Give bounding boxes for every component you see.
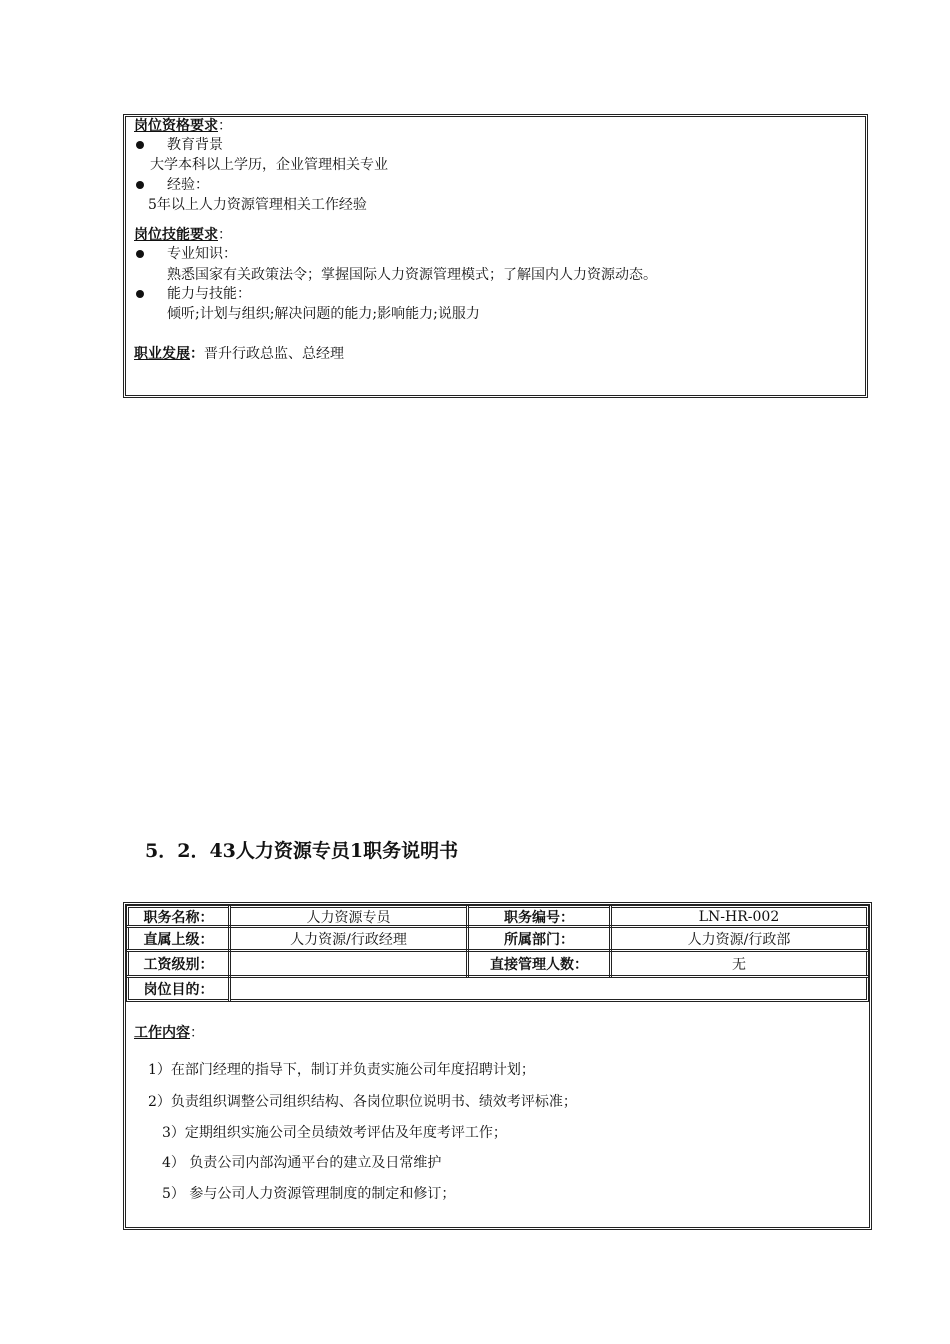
bullet-icon [136, 290, 144, 298]
ability-text: 倾听;计划与组织;解决问题的能力;影响能力;说服力 [167, 306, 480, 322]
qualification-title: 岗位资格要求： [134, 118, 232, 134]
job-code-value: LN-HR-002 [609, 905, 869, 928]
knowledge-text: 熟悉国家有关政策法令；掌握国际人力资源管理模式；了解国内人力资源动态。 [167, 267, 657, 283]
salary-grade-value [228, 949, 469, 978]
department-value: 人力资源/行政部 [609, 925, 869, 952]
job-description-table [123, 902, 872, 1230]
job-title-label: 职务名称： [126, 905, 231, 928]
supervisor-value: 人力资源/行政经理 [228, 925, 469, 952]
education-label: 教育背景 [167, 137, 223, 153]
experience-text: 5年以上人力资源管理相关工作经验 [148, 197, 367, 213]
work-item: 3）定期组织实施公司全员绩效考评估及年度考评工作； [162, 1125, 507, 1141]
work-content-title: 工作内容： [134, 1025, 204, 1041]
work-item: 1）在部门经理的指导下，制订并负责实施公司年度招聘计划； [148, 1062, 535, 1078]
experience-label: 经验： [167, 177, 209, 193]
work-item: 4） 负责公司内部沟通平台的建立及日常维护 [162, 1155, 442, 1171]
direct-reports-label: 直接管理人数： [466, 949, 612, 978]
section-heading: 5．2．43人力资源专员1职务说明书 [145, 840, 459, 862]
salary-grade-label: 工资级别： [126, 949, 231, 978]
skills-title: 岗位技能要求： [134, 227, 232, 243]
job-title-value: 人力资源专员 [228, 905, 469, 928]
career-development: 职业发展：晋升行政总监、总经理 [134, 346, 344, 362]
knowledge-label: 专业知识： [167, 246, 237, 262]
education-text: 大学本科以上学历，企业管理相关专业 [150, 157, 388, 173]
bullet-icon [136, 250, 144, 258]
ability-label: 能力与技能： [167, 286, 251, 302]
job-code-label: 职务编号： [466, 905, 612, 928]
job-purpose-label: 岗位目的： [126, 975, 231, 1002]
supervisor-label: 直属上级： [126, 925, 231, 952]
bullet-icon [136, 141, 144, 149]
job-purpose-value [228, 975, 869, 1002]
bullet-icon [136, 181, 144, 189]
work-item: 5） 参与公司人力资源管理制度的制定和修订； [162, 1186, 456, 1202]
direct-reports-value: 无 [609, 949, 869, 978]
department-label: 所属部门： [466, 925, 612, 952]
work-item: 2）负责组织调整公司组织结构、各岗位职位说明书、绩效考评标准； [148, 1094, 577, 1110]
